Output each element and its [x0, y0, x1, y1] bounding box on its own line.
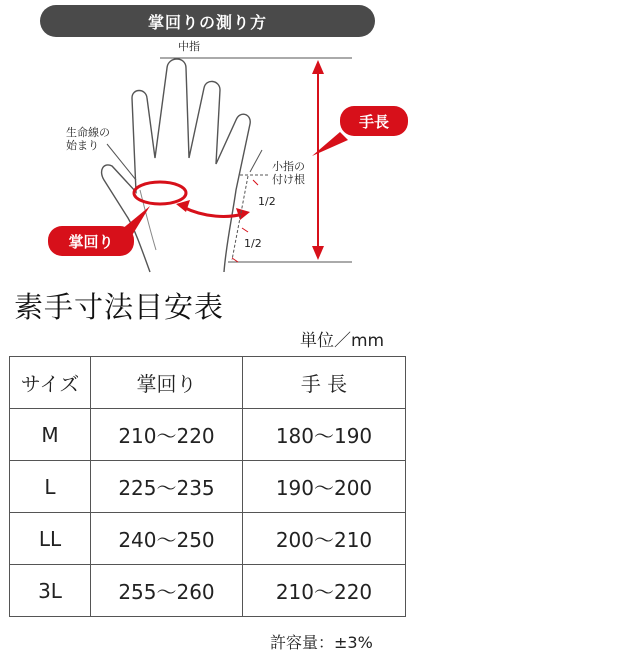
banner-title: 掌回りの測り方: [147, 12, 267, 32]
measurement-guide-banner: [40, 5, 375, 37]
cell-hand-length: 190〜200: [243, 461, 406, 513]
header-palm-girth: 掌回り: [91, 357, 243, 409]
palm-girth-tag-label: 掌回り: [68, 232, 114, 251]
hand-measurement-diagram: [0, 40, 636, 280]
cell-size: LL: [10, 513, 91, 565]
cell-palm-girth: 240〜250: [91, 513, 243, 565]
half-lower-label: 1/2: [244, 237, 262, 250]
cell-hand-length: 180〜190: [243, 409, 406, 461]
half-upper-label: 1/2: [258, 195, 276, 208]
table-row: [10, 565, 406, 617]
cell-palm-girth: 255〜260: [91, 565, 243, 617]
page-title: 素手寸法目安表: [14, 290, 225, 324]
cell-palm-girth: 210〜220: [91, 409, 243, 461]
cell-size: M: [10, 409, 91, 461]
header-size: サイズ: [10, 357, 91, 409]
cell-size: L: [10, 461, 91, 513]
table-row: [10, 461, 406, 513]
table-row: [10, 409, 406, 461]
palm-girth-tag: [48, 226, 134, 256]
hand-length-tag: [340, 106, 408, 136]
tolerance-note: 許容量：±3%: [270, 633, 373, 652]
size-chart-table: [9, 356, 406, 617]
middle-finger-label: 中指: [178, 40, 200, 53]
unit-label: 単位／mm: [300, 331, 385, 351]
cell-hand-length: 210〜220: [243, 565, 406, 617]
table-row: [10, 513, 406, 565]
header-hand-length: 手 長: [243, 357, 406, 409]
lifeline-start-label: 生命線の 始まり: [66, 126, 110, 152]
table-header-row: [10, 357, 406, 409]
cell-palm-girth: 225〜235: [91, 461, 243, 513]
cell-hand-length: 200〜210: [243, 513, 406, 565]
pinky-base-label: 小指の 付け根: [272, 160, 305, 186]
cell-size: 3L: [10, 565, 91, 617]
hand-length-tag-label: 手長: [358, 112, 389, 131]
